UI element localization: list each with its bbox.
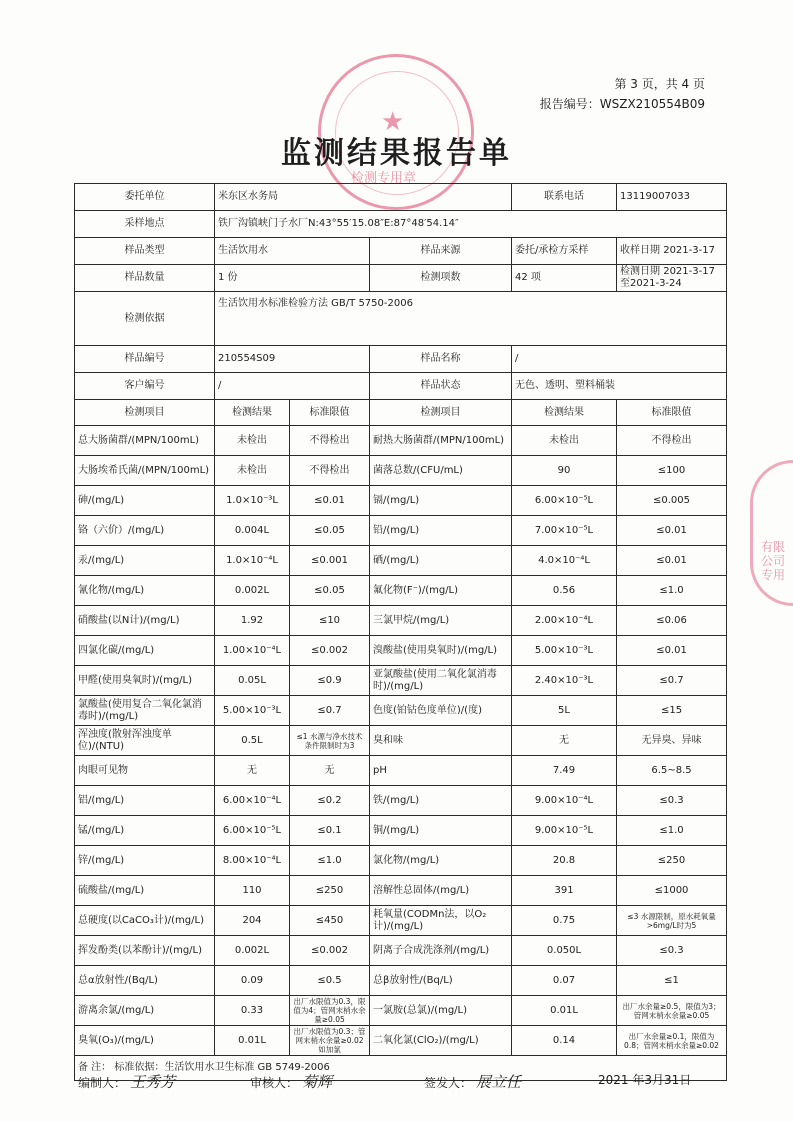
item-name-cell: 锰/(mg/L) — [75, 816, 215, 846]
limit-cell: 出厂水余量≥0.1，限值为0.8；管网末梢水余量≥0.02 — [617, 1026, 727, 1056]
item-name-cell: 铅/(mg/L) — [370, 516, 512, 546]
result-cell: 0.14 — [512, 1026, 617, 1056]
limit-cell: ≤0.002 — [290, 636, 370, 666]
result-cell: 1.00×10⁻⁴L — [215, 636, 290, 666]
result-cell: 6.00×10⁻⁵L — [215, 816, 290, 846]
item-name-cell: 硫酸盐/(mg/L) — [75, 876, 215, 906]
site-label: 采样地点 — [75, 211, 215, 238]
item-name-cell: 总β放射性/(Bq/L) — [370, 966, 512, 996]
table-row — [75, 606, 727, 636]
limit-cell: ≤0.3 — [617, 936, 727, 966]
seal-partial — [750, 460, 793, 606]
issue-date: 2021 年3月31日 — [598, 1073, 692, 1087]
limit-cell: 无 — [290, 756, 370, 786]
status-value: 无色、透明、塑料桶装 — [512, 373, 727, 400]
item-name-cell: 色度(铂钴色度单位)/(度) — [370, 696, 512, 726]
limit-cell: ≤0.7 — [290, 696, 370, 726]
item-name-cell: 砷/(mg/L) — [75, 486, 215, 516]
item-name-cell: 硝酸盐(以N计)/(mg/L) — [75, 606, 215, 636]
recv-cell — [617, 238, 727, 265]
item-name-cell: pH — [370, 756, 512, 786]
cust-no-label: 客户编号 — [75, 373, 215, 400]
item-name-cell: 四氯化碳/(mg/L) — [75, 636, 215, 666]
phone-label: 联系电话 — [512, 184, 617, 211]
sample-no-label: 样品编号 — [75, 346, 215, 373]
limit-cell: 6.5~8.5 — [617, 756, 727, 786]
limit-cell: ≤0.7 — [617, 666, 727, 696]
item-name-cell: 铜/(mg/L) — [370, 816, 512, 846]
page-info — [540, 74, 705, 114]
item-name-cell: 挥发酚类(以苯酚计)/(mg/L) — [75, 936, 215, 966]
item-name-cell: 溴酸盐(使用臭氧时)/(mg/L) — [370, 636, 512, 666]
note-label: 备 注： — [78, 1062, 112, 1073]
result-rows — [75, 426, 727, 1056]
item-name-cell: 锌/(mg/L) — [75, 846, 215, 876]
limit-cell: ≤0.005 — [617, 486, 727, 516]
limit-cell: ≤0.01 — [617, 636, 727, 666]
report-table — [74, 183, 727, 1081]
table-row — [75, 966, 727, 996]
author-signature — [78, 1071, 175, 1092]
result-cell: 0.002L — [215, 936, 290, 966]
reviewer-signature — [250, 1071, 332, 1092]
limit-cell: ≤0.01 — [290, 486, 370, 516]
result-cell: 110 — [215, 876, 290, 906]
sample-no-value: 210554S09 — [215, 346, 370, 373]
limit-cell: ≤1.0 — [617, 576, 727, 606]
limit-cell: ≤0.1 — [290, 816, 370, 846]
limit-cell: ≤0.5 — [290, 966, 370, 996]
limit-cell: ≤0.06 — [617, 606, 727, 636]
item-name-cell: 氰化物/(mg/L) — [75, 576, 215, 606]
item-name-cell: 耗氧量(CODMn法，以O₂计)/(mg/L) — [370, 906, 512, 936]
table-row — [75, 906, 727, 936]
client-value: 米东区水务局 — [215, 184, 512, 211]
table-row — [75, 726, 727, 756]
reviewer-label: 审核人： — [250, 1076, 299, 1090]
limit-cell: ≤15 — [617, 696, 727, 726]
item-name-cell: 总硬度(以CaCO₃计)/(mg/L) — [75, 906, 215, 936]
recv-label: 收样日期 — [620, 245, 661, 256]
seal-edge-text: 有限公司 专用 — [761, 540, 786, 582]
issuer-name: 展立任 — [476, 1073, 522, 1091]
item-name-cell: 氟化物(F⁻)/(mg/L) — [370, 576, 512, 606]
item-name-cell: 硒/(mg/L) — [370, 546, 512, 576]
item-name-cell: 阴离子合成洗涤剂/(mg/L) — [370, 936, 512, 966]
cust-no-value: / — [215, 373, 370, 400]
limit-cell: 出厂水限值为0.3；管网末梢水余量≥0.02 如加氯 — [290, 1026, 370, 1056]
result-cell: 20.8 — [512, 846, 617, 876]
basis-label: 检测依据 — [75, 292, 215, 346]
page-title: 监测结果报告单 — [281, 136, 512, 171]
item-name-cell: 三氯甲烷/(mg/L) — [370, 606, 512, 636]
table-row — [75, 426, 727, 456]
table-row — [75, 576, 727, 606]
table-row — [75, 456, 727, 486]
limit-cell: 出厂水限值为0.3，限值为4；管网末梢水余量≥0.05 — [290, 996, 370, 1026]
result-cell: 无 — [512, 726, 617, 756]
item-name-cell: 氯化物/(mg/L) — [370, 846, 512, 876]
result-cell: 0.002L — [215, 576, 290, 606]
column-header: 检测结果 — [215, 400, 290, 426]
table-row — [75, 996, 727, 1026]
result-cell: 0.07 — [512, 966, 617, 996]
result-cell: 1.92 — [215, 606, 290, 636]
test-date-cell — [617, 265, 727, 292]
author-name: 王秀芳 — [130, 1073, 176, 1091]
limit-cell: 出厂水余量≥0.5，限值为3；管网末梢水余量≥0.05 — [617, 996, 727, 1026]
result-cell: 0.01L — [215, 1026, 290, 1056]
reviewer-name: 菊辉 — [302, 1073, 333, 1091]
issuer-signature — [424, 1071, 521, 1092]
result-cell: 5L — [512, 696, 617, 726]
limit-cell: ≤0.01 — [617, 516, 727, 546]
item-name-cell: 溶解性总固体/(mg/L) — [370, 876, 512, 906]
result-cell: 7.49 — [512, 756, 617, 786]
result-cell: 90 — [512, 456, 617, 486]
seal-text: 检测专用章 — [351, 171, 417, 186]
sample-name-label: 样品名称 — [370, 346, 512, 373]
limit-cell: ≤10 — [290, 606, 370, 636]
result-cell: 1.0×10⁻³L — [215, 486, 290, 516]
phone-value: 13119007033 — [617, 184, 727, 211]
item-name-cell: 浑浊度(散射浑浊度单位)/(NTU) — [75, 726, 215, 756]
result-cell: 2.40×10⁻³L — [512, 666, 617, 696]
limit-cell: ≤1.0 — [290, 846, 370, 876]
page-number: 第 3 页，共 4 页 — [614, 77, 705, 91]
result-cell: 无 — [215, 756, 290, 786]
limit-cell: ≤0.001 — [290, 546, 370, 576]
item-name-cell: 一氯胺(总氯)/(mg/L) — [370, 996, 512, 1026]
item-name-cell: 氯酸盐(使用复合二氧化氯消毒时)/(mg/L) — [75, 696, 215, 726]
limit-cell: ≤0.9 — [290, 666, 370, 696]
limit-cell: ≤1000 — [617, 876, 727, 906]
item-name-cell: 铬（六价）/(mg/L) — [75, 516, 215, 546]
table-row — [75, 816, 727, 846]
result-cell: 6.00×10⁻⁴L — [215, 786, 290, 816]
qty-label: 样品数量 — [75, 265, 215, 292]
limit-cell: ≤3 水源限制，原水耗氧量>6mg/L时为5 — [617, 906, 727, 936]
result-cell: 0.05L — [215, 666, 290, 696]
item-name-cell: 耐热大肠菌群/(MPN/100mL) — [370, 426, 512, 456]
table-row — [75, 516, 727, 546]
table-row — [75, 546, 727, 576]
result-cell: 7.00×10⁻⁵L — [512, 516, 617, 546]
item-name-cell: 汞/(mg/L) — [75, 546, 215, 576]
limit-cell: 不得检出 — [290, 456, 370, 486]
result-cell: 8.00×10⁻⁴L — [215, 846, 290, 876]
basis-value: 生活饮用水标准检验方法 GB/T 5750-2006 — [215, 292, 727, 346]
result-cell: 0.004L — [215, 516, 290, 546]
recv-value: 2021-3-17 — [663, 245, 715, 256]
table-row — [75, 1026, 727, 1056]
limit-cell: ≤1 水源与净水技术条件限制时为3 — [290, 726, 370, 756]
item-name-cell: 铝/(mg/L) — [75, 786, 215, 816]
limit-cell: ≤1 — [617, 966, 727, 996]
limit-cell: 无异臭、异味 — [617, 726, 727, 756]
note-text: 标准依据：生活饮用水卫生标准 GB 5749-2006 — [114, 1062, 330, 1073]
limit-cell: ≤0.3 — [617, 786, 727, 816]
item-name-cell: 臭和味 — [370, 726, 512, 756]
site-value: 铁厂沟镇峡门子水厂N:43°55′15.08″E:87°48′54.14″ — [215, 211, 727, 238]
limit-cell: 不得检出 — [617, 426, 727, 456]
item-name-cell: 菌落总数/(CFU/mL) — [370, 456, 512, 486]
status-label: 样品状态 — [370, 373, 512, 400]
items-label: 检测项数 — [370, 265, 512, 292]
result-cell: 5.00×10⁻³L — [512, 636, 617, 666]
result-cell: 未检出 — [215, 426, 290, 456]
column-header: 标准限值 — [617, 400, 727, 426]
limit-cell: ≤250 — [290, 876, 370, 906]
author-label: 编制人： — [78, 1076, 127, 1090]
column-header: 检测项目 — [370, 400, 512, 426]
test-date-label: 检测日期 — [620, 266, 661, 277]
table-row — [75, 786, 727, 816]
issuer-label: 签发人： — [424, 1076, 473, 1090]
table-row — [75, 876, 727, 906]
limit-cell: ≤0.002 — [290, 936, 370, 966]
limit-cell: 不得检出 — [290, 426, 370, 456]
column-header: 检测结果 — [512, 400, 617, 426]
source-value: 委托/承检方采样 — [512, 238, 617, 265]
sample-name-value: / — [512, 346, 727, 373]
limit-cell: ≤0.01 — [617, 546, 727, 576]
table-row — [75, 936, 727, 966]
item-name-cell: 总大肠菌群/(MPN/100mL) — [75, 426, 215, 456]
result-cell: 1.0×10⁻⁴L — [215, 546, 290, 576]
limit-cell: ≤100 — [617, 456, 727, 486]
table-row — [75, 696, 727, 726]
column-header: 标准限值 — [290, 400, 370, 426]
column-header: 检测项目 — [75, 400, 215, 426]
item-name-cell: 游离余氯/(mg/L) — [75, 996, 215, 1026]
limit-cell: ≤250 — [617, 846, 727, 876]
limit-cell: ≤0.05 — [290, 576, 370, 606]
item-name-cell: 甲醛(使用臭氧时)/(mg/L) — [75, 666, 215, 696]
item-name-cell: 总α放射性/(Bq/L) — [75, 966, 215, 996]
report-number: 报告编号：WSZX210554B09 — [539, 97, 705, 111]
item-name-cell: 亚氯酸盐(使用二氧化氯消毒时)/(mg/L) — [370, 666, 512, 696]
source-label: 样品来源 — [370, 238, 512, 265]
table-row — [75, 846, 727, 876]
seal-star-icon: ★ — [381, 107, 405, 137]
item-name-cell: 二氧化氯(ClO₂)/(mg/L) — [370, 1026, 512, 1056]
qty-value: 1 份 — [215, 265, 370, 292]
table-row — [75, 666, 727, 696]
result-cell: 0.050L — [512, 936, 617, 966]
table-row — [75, 756, 727, 786]
table-row — [75, 486, 727, 516]
result-cell: 5.00×10⁻³L — [215, 696, 290, 726]
result-cell: 391 — [512, 876, 617, 906]
result-cell: 0.75 — [512, 906, 617, 936]
result-cell: 0.09 — [215, 966, 290, 996]
limit-cell: ≤1.0 — [617, 816, 727, 846]
test-date-value: 2021-3-17至2021-3-24 — [620, 266, 715, 289]
result-cell: 9.00×10⁻⁵L — [512, 816, 617, 846]
limit-cell: ≤450 — [290, 906, 370, 936]
item-name-cell: 肉眼可见物 — [75, 756, 215, 786]
item-name-cell: 臭氧(O₃)/(mg/L) — [75, 1026, 215, 1056]
result-cell: 204 — [215, 906, 290, 936]
item-name-cell: 镉/(mg/L) — [370, 486, 512, 516]
result-cell: 2.00×10⁻⁴L — [512, 606, 617, 636]
type-label: 样品类型 — [75, 238, 215, 265]
result-cell: 6.00×10⁻⁵L — [512, 486, 617, 516]
result-cell: 0.56 — [512, 576, 617, 606]
table-row — [75, 636, 727, 666]
items-value: 42 项 — [512, 265, 617, 292]
result-cell: 9.00×10⁻⁴L — [512, 786, 617, 816]
item-name-cell: 大肠埃希氏菌/(MPN/100mL) — [75, 456, 215, 486]
result-cell: 0.01L — [512, 996, 617, 1026]
result-cell: 0.5L — [215, 726, 290, 756]
result-cell: 4.0×10⁻⁴L — [512, 546, 617, 576]
item-name-cell: 铁/(mg/L) — [370, 786, 512, 816]
limit-cell: ≤0.05 — [290, 516, 370, 546]
limit-cell: ≤0.2 — [290, 786, 370, 816]
type-value: 生活饮用水 — [215, 238, 370, 265]
result-cell: 未检出 — [215, 456, 290, 486]
client-label: 委托单位 — [75, 184, 215, 211]
result-cell: 0.33 — [215, 996, 290, 1026]
result-cell: 未检出 — [512, 426, 617, 456]
